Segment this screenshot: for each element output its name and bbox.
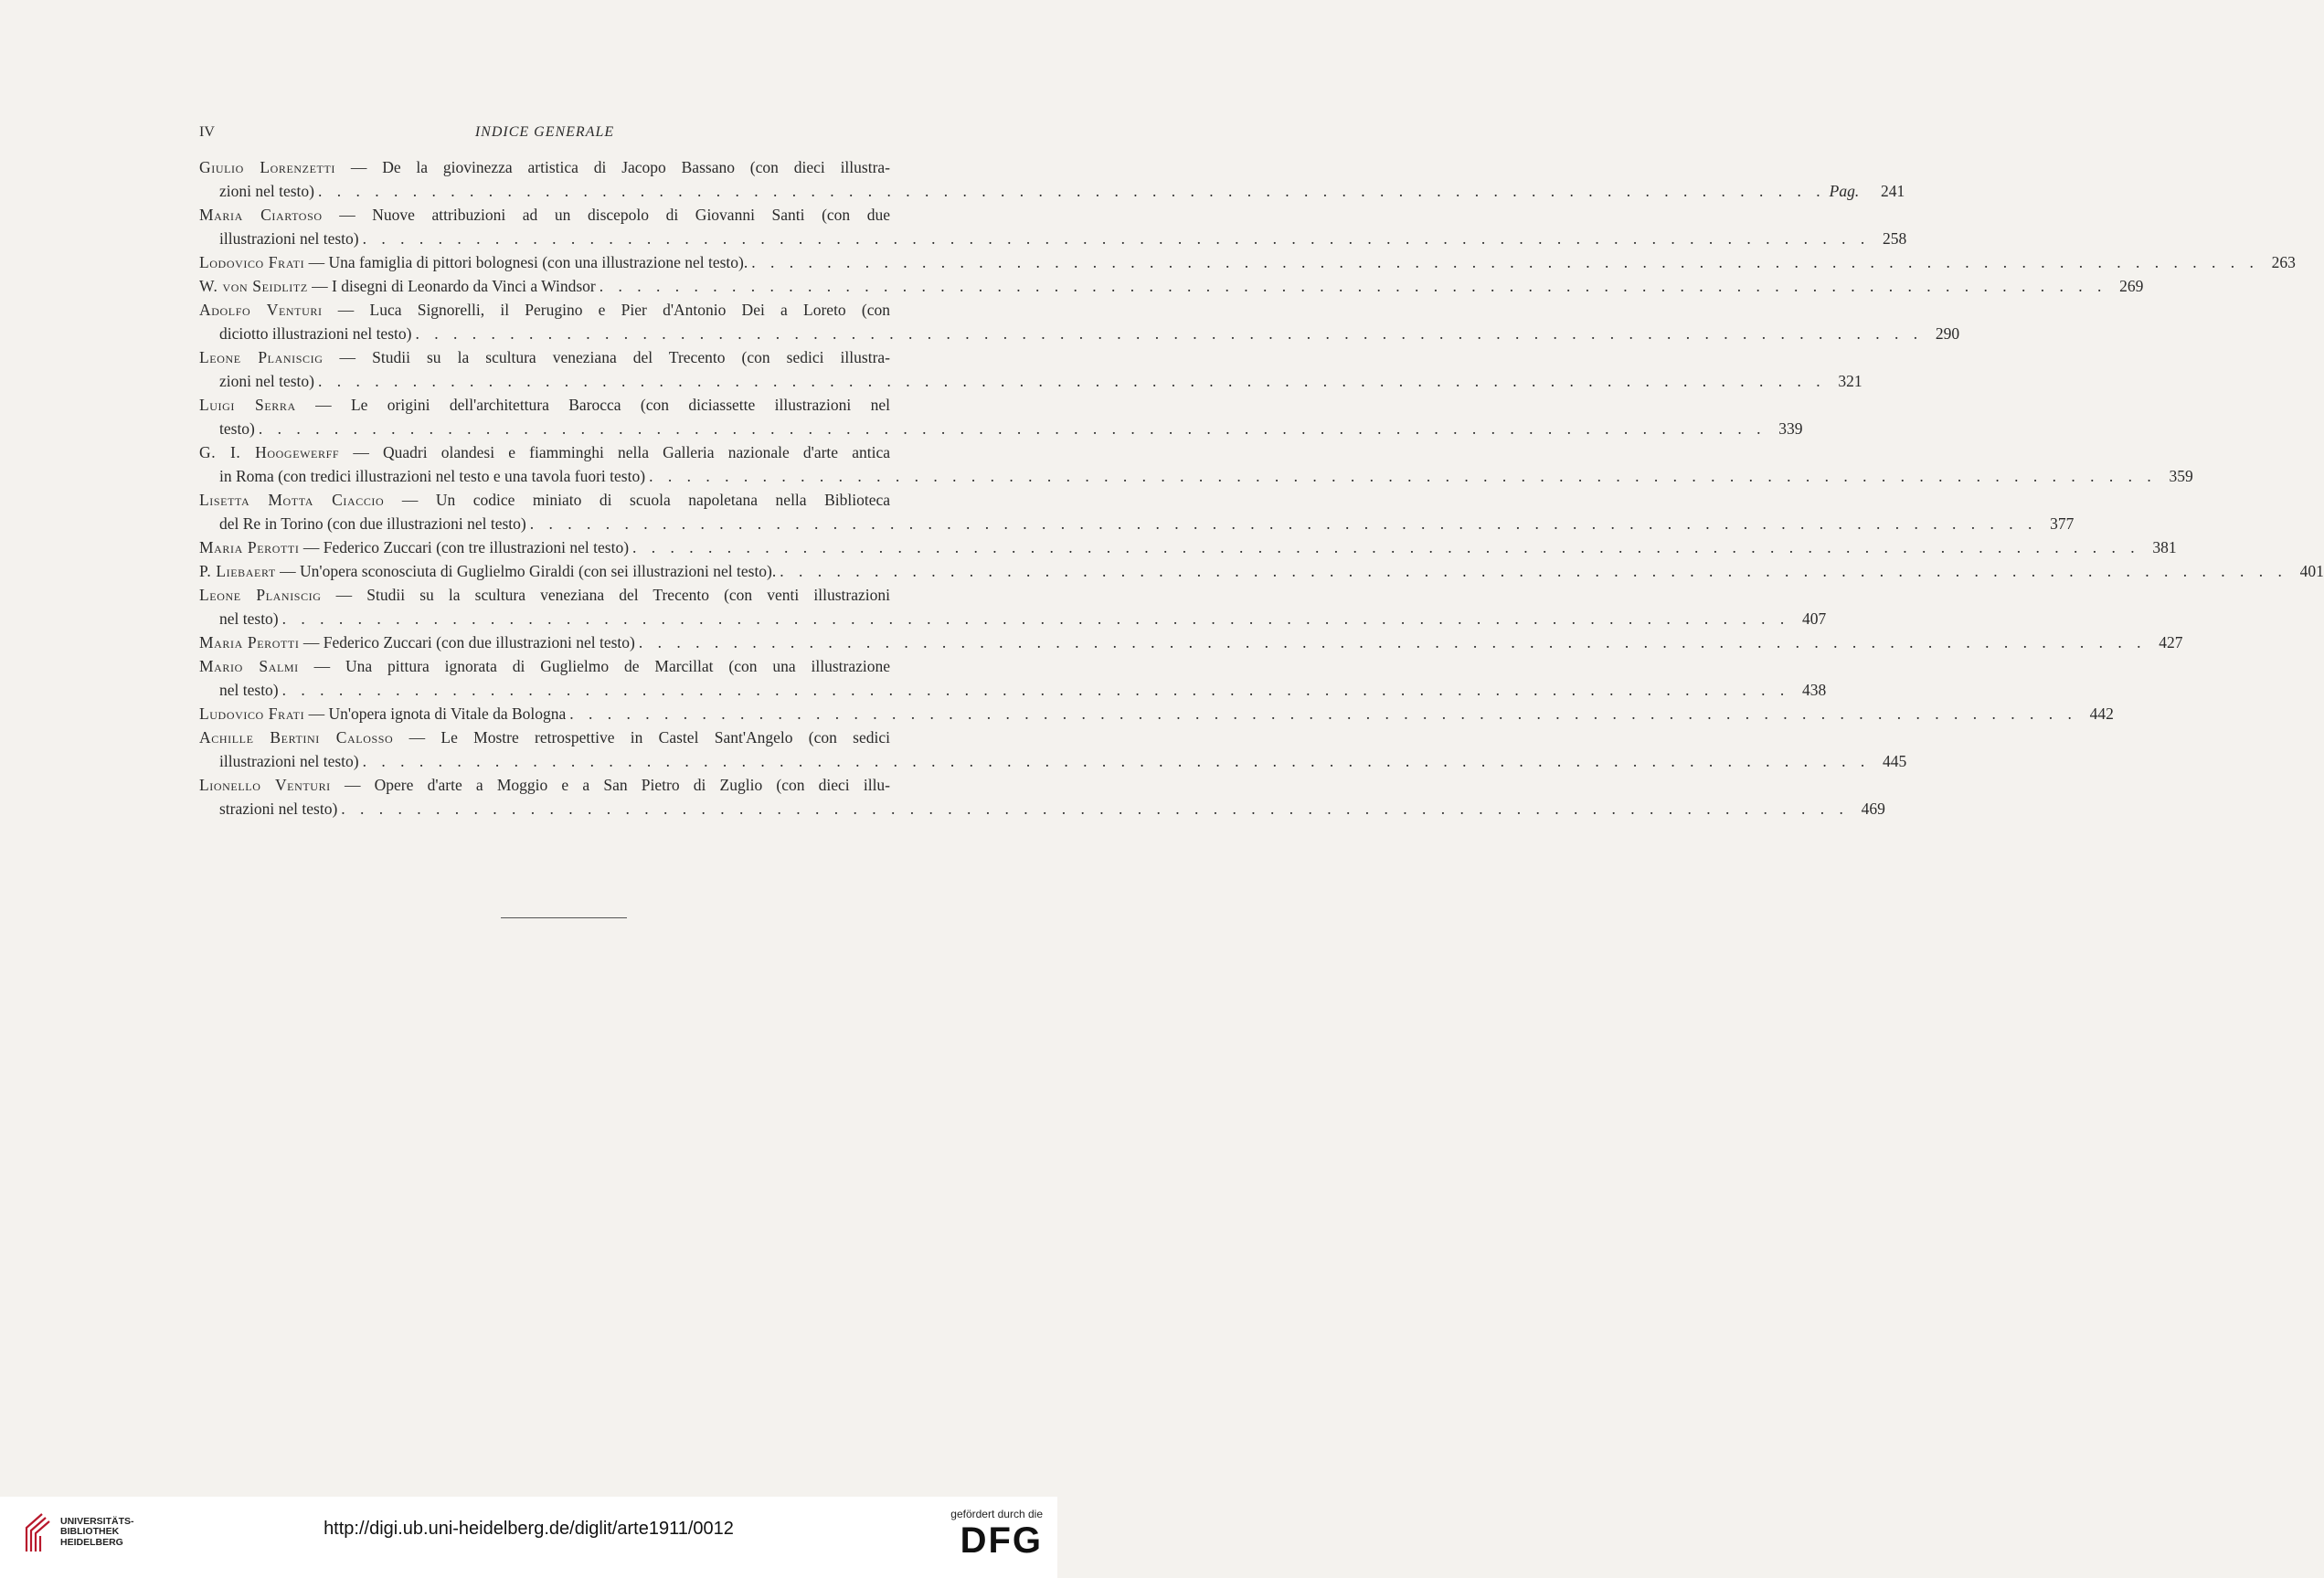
entry-title: — Un'opera ignota di Vitale da Bologna	[308, 704, 567, 723]
dot-leader: . . . . . . . . . . . . . . . . . . . . . . . . . . . . . . . . . . . . . . . . . . . . . . . . . . . . . . . . . . . . . . . . . . . . . . . . . . . . . . . .	[318, 182, 1826, 200]
permalink-url[interactable]: http://digi.ub.uni-heidelberg.de/diglit/arte1911/0012	[324, 1519, 734, 1539]
dot-leader: . . . . . . . . . . . . . . . . . . . . . . . . . . . . . . . . . . . . . . . . . . . . . . . . . . . . . . . . . . . . . . . . . . . . . . . . . . . . . . . .	[318, 372, 1826, 390]
toc-entry	[199, 535, 2177, 559]
entry-author: Giulio Lorenzetti	[199, 158, 336, 176]
toc-entry	[199, 702, 2114, 725]
dot-leader: . . . . . . . . . . . . . . . . . . . . . . . . . . . . . . . . . . . . . . . . . . . . . . . . . . . . . . . . . . . . . . . . . . . . . . . . . . . . . . . .	[638, 633, 2147, 651]
entry-title: — I disegni di Leonardo da Vinci a Windsor	[312, 277, 596, 295]
entry-author: Maria Perotti	[199, 633, 300, 651]
entry-author: Achille Bertini Calosso	[199, 728, 394, 747]
entry-page-number: 381	[2152, 538, 2177, 556]
dot-leader: . . . . . . . . . . . . . . . . . . . . . . . . . . . . . . . . . . . . . . . . . . . . . . . . . . . . . . . . . . . . . . . . . . . . . . . . . . . . . . . .	[599, 277, 2107, 295]
entry-title-continued: zioni nel testo)	[219, 182, 315, 200]
entry-page-number: 290	[1935, 324, 1960, 343]
dot-leader: . . . . . . . . . . . . . . . . . . . . . . . . . . . . . . . . . . . . . . . . . . . . . . . . . . . . . . . . . . . . . . . . . . . . . . . . . . . . . . . .	[258, 419, 1767, 438]
dot-leader: . . . . . . . . . . . . . . . . . . . . . . . . . . . . . . . . . . . . . . . . . . . . . . . . . . . . . . . . . . . . . . . . . . . . . . . . . . . . . . . .	[649, 467, 2157, 485]
entry-author: Lionello Venturi	[199, 776, 331, 794]
entry-title: — Studii su la scultura veneziana del Trecento (con venti illustrazioni	[335, 586, 890, 604]
dfg-logo-icon: DFG	[960, 1520, 1043, 1561]
toc-entry	[199, 725, 1907, 773]
entry-title-continued: zioni nel testo)	[219, 372, 315, 390]
entry-title: — Una famiglia di pittori bolognesi (con una illustrazione nel testo).	[308, 253, 748, 271]
entry-title: — Le origini dell'architettura Barocca (con diciassette illustrazioni nel	[315, 396, 890, 414]
toc-entry	[199, 654, 1827, 702]
entry-author: Ludovico Frati	[199, 704, 305, 723]
page-label: Pag.	[1829, 182, 1860, 200]
entry-title: — Un codice miniato di scuola napoletana nella Biblioteca	[401, 491, 890, 509]
toc-entry	[199, 274, 2144, 298]
entry-title-continued: illustrazioni nel testo)	[219, 752, 359, 770]
entry-title: — De la giovinezza artistica di Jacopo Bassano (con dieci illustra-	[350, 158, 891, 176]
entry-title-continued: nel testo)	[219, 609, 279, 628]
entry-title: — Luca Signorelli, il Perugino e Pier d'Antonio Dei a Loreto (con	[337, 301, 890, 319]
entry-page-number: 258	[1882, 229, 1907, 248]
closing-rule	[501, 917, 627, 918]
entry-title: — Federico Zuccari (con tre illustrazioni nel testo)	[302, 538, 630, 556]
entry-title-continued: testo)	[219, 419, 255, 438]
entry-page-number: 241	[1880, 182, 1905, 200]
entry-page-number: 438	[1802, 681, 1827, 699]
running-header	[199, 124, 890, 146]
entry-page-number: 269	[2119, 277, 2144, 295]
entry-title: — Federico Zuccari (con due illustrazioni nel testo)	[302, 633, 635, 651]
entry-page-number: 339	[1778, 419, 1803, 438]
toc-entry	[199, 298, 1960, 345]
entry-page-number: 321	[1838, 372, 1862, 390]
entry-title: — Studii su la scultura veneziana del Trecento (con sedici illustra-	[339, 348, 890, 366]
entry-title: — Opere d'arte a Moggio e a San Pietro di Zuglio (con dieci illu-	[344, 776, 891, 794]
dot-leader: . . . . . . . . . . . . . . . . . . . . . . . . . . . . . . . . . . . . . . . . . . . . . . . . . . . . . . . . . . . . . . . . . . . . . . . . . . . . . . . .	[780, 562, 2287, 580]
entry-author: Lisetta Motta Ciaccio	[199, 491, 385, 509]
entry-author: Lodovico Frati	[199, 253, 305, 271]
footer-bar	[0, 1497, 1057, 1578]
toc-entry	[199, 559, 2324, 583]
entry-title: — Una pittura ignorata di Guglielmo de Marcillat (con una illustrazione	[313, 657, 890, 675]
entry-page-number: 401	[2299, 562, 2324, 580]
entry-page-number: 469	[1861, 800, 1885, 818]
dot-leader: . . . . . . . . . . . . . . . . . . . . . . . . . . . . . . . . . . . . . . . . . . . . . . . . . . . . . . . . . . . . . . . . . . . . . . . . . . . . . . . .	[362, 229, 1871, 248]
toc-entry	[199, 345, 1862, 393]
entry-page-number: 359	[2169, 467, 2193, 485]
sponsor-block	[950, 1508, 1043, 1561]
library-name: UNIVERSITÄTS- BIBLIOTHEK HEIDELBERG	[60, 1515, 134, 1548]
toc-entry	[199, 488, 2075, 535]
dot-leader: . . . . . . . . . . . . . . . . . . . . . . . . . . . . . . . . . . . . . . . . . . . . . . . . . . . . . . . . . . . . . . . . . . . . . . . . . . . . . . . .	[362, 752, 1871, 770]
dot-leader: . . . . . . . . . . . . . . . . . . . . . . . . . . . . . . . . . . . . . . . . . . . . . . . . . . . . . . . . . . . . . . . . . . . . . . . . . . . . . . . .	[281, 681, 1790, 699]
entry-author: W. von Seidlitz	[199, 277, 308, 295]
entry-author: P. Liebaert	[199, 562, 276, 580]
page-number: IV	[199, 124, 215, 140]
entry-title-continued: strazioni nel testo)	[219, 800, 338, 818]
entry-author: Mario Salmi	[199, 657, 299, 675]
entry-page-number: 427	[2159, 633, 2183, 651]
entry-author: Leone Planiscig	[199, 348, 324, 366]
toc-entry	[199, 583, 1827, 630]
dot-leader: . . . . . . . . . . . . . . . . . . . . . . . . . . . . . . . . . . . . . . . . . . . . . . . . . . . . . . . . . . . . . . . . . . . . . . . . . . . . . . . .	[341, 800, 1849, 818]
entry-title-continued: diciotto illustrazioni nel testo)	[219, 324, 412, 343]
entry-author: Maria Ciartoso	[199, 206, 323, 224]
entry-title: — Quadri olandesi e fiamminghi nella Galleria nazionale d'arte antica	[353, 443, 890, 461]
entry-page-number: 442	[2089, 704, 2114, 723]
toc-entry	[199, 250, 2296, 274]
entry-page-number: 377	[2050, 514, 2075, 533]
entry-title: — Nuove attribuzioni ad un discepolo di Giovanni Santi (con due	[339, 206, 891, 224]
entry-title-continued: del Re in Torino (con due illustrazioni nel testo)	[219, 514, 526, 533]
entry-title-continued: in Roma (con tredici illustrazioni nel testo e una tavola fuori testo)	[219, 467, 646, 485]
entry-title-continued: nel testo)	[219, 681, 279, 699]
toc-entry	[199, 203, 1907, 250]
entry-title-continued: illustrazioni nel testo)	[219, 229, 359, 248]
table-of-contents	[199, 155, 2324, 821]
toc-entry	[199, 393, 1803, 440]
entry-author: Adolfo Venturi	[199, 301, 323, 319]
entry-author: G. I. Hoogewerff	[199, 443, 340, 461]
dot-leader: . . . . . . . . . . . . . . . . . . . . . . . . . . . . . . . . . . . . . . . . . . . . . . . . . . . . . . . . . . . . . . . . . . . . . . . . . . . . . . . .	[632, 538, 2140, 556]
entry-title: — Le Mostre retrospettive in Castel Sant'Angelo (con sedici	[409, 728, 891, 747]
header-title: INDICE GENERALE	[474, 124, 615, 140]
entry-author: Leone Planiscig	[199, 586, 322, 604]
toc-entry	[199, 630, 2183, 654]
dot-leader: . . . . . . . . . . . . . . . . . . . . . . . . . . . . . . . . . . . . . . . . . . . . . . . . . . . . . . . . . . . . . . . . . . . . . . . . . . . . . . . .	[281, 609, 1790, 628]
toc-entry	[199, 155, 1905, 203]
sponsor-text: gefördert durch die	[950, 1508, 1043, 1520]
entry-author: Luigi Serra	[199, 396, 296, 414]
dot-leader: . . . . . . . . . . . . . . . . . . . . . . . . . . . . . . . . . . . . . . . . . . . . . . . . . . . . . . . . . . . . . . . . . . . . . . . . . . . . . . . .	[415, 324, 1924, 343]
toc-entry	[199, 440, 2193, 488]
entry-title: — Un'opera sconosciuta di Guglielmo Giraldi (con sei illustrazioni nel testo).	[280, 562, 777, 580]
entry-page-number: 407	[1802, 609, 1827, 628]
entry-page-number: 445	[1882, 752, 1907, 770]
dot-leader: . . . . . . . . . . . . . . . . . . . . . . . . . . . . . . . . . . . . . . . . . . . . . . . . . . . . . . . . . . . . . . . . . . . . . . . . . . . . . . . .	[529, 514, 2038, 533]
dot-leader: . . . . . . . . . . . . . . . . . . . . . . . . . . . . . . . . . . . . . . . . . . . . . . . . . . . . . . . . . . . . . . . . . . . . . . . . . . . . . . . .	[569, 704, 2077, 723]
toc-entry	[199, 773, 1885, 821]
entry-author: Maria Perotti	[199, 538, 300, 556]
dot-leader: . . . . . . . . . . . . . . . . . . . . . . . . . . . . . . . . . . . . . . . . . . . . . . . . . . . . . . . . . . . . . . . . . . . . . . . . . . . . . . . .	[751, 253, 2259, 271]
entry-page-number: 263	[2271, 253, 2296, 271]
